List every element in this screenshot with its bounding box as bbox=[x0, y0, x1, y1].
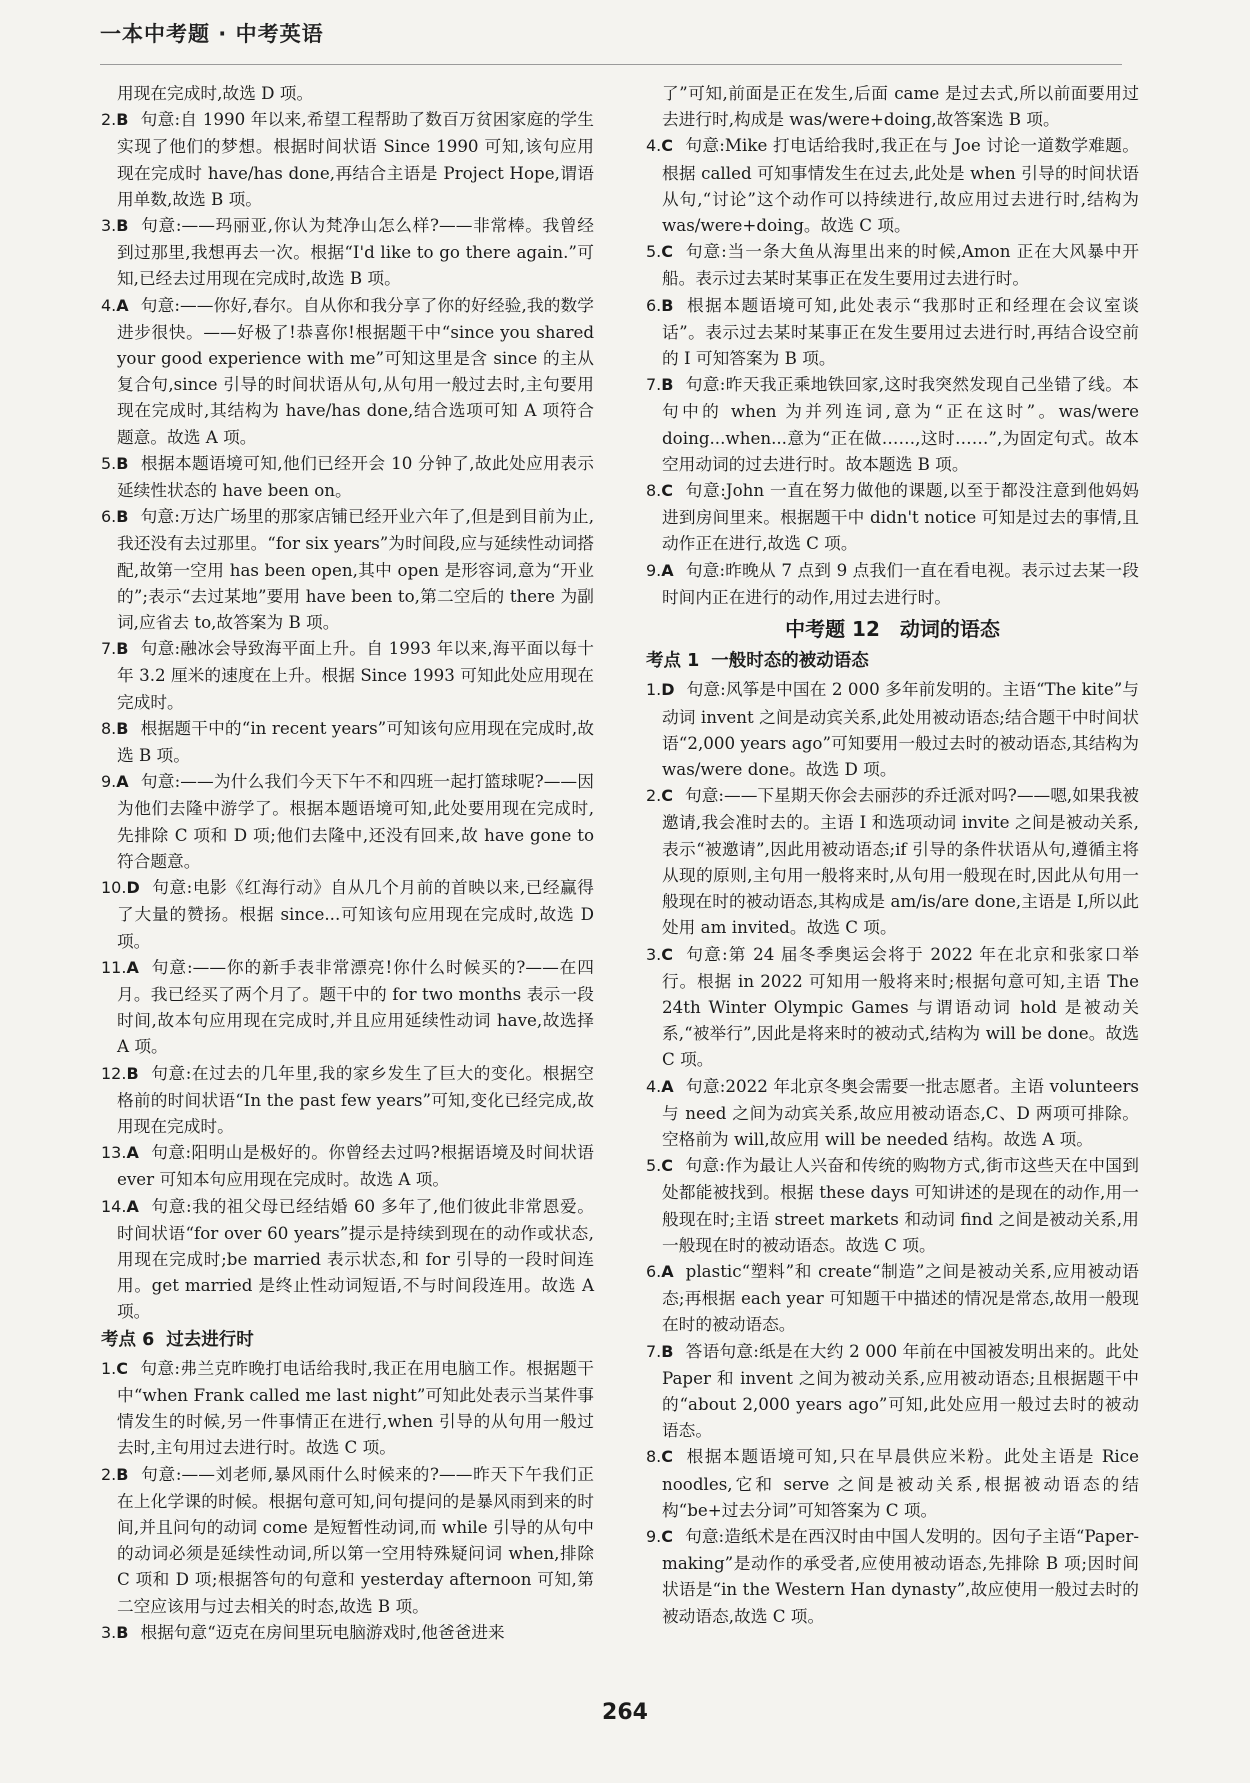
answer-letter: C bbox=[661, 944, 674, 964]
answer-list-past-progressive bbox=[101, 1355, 594, 1646]
answer-letter: B bbox=[661, 295, 674, 315]
explanation-text: 根据题干中的“in recent years”可知该句应用现在完成时,故选 B 项。 bbox=[117, 717, 594, 766]
answer-letter: B bbox=[116, 639, 129, 659]
answer-item bbox=[646, 1523, 1139, 1629]
explanation-text: 句意:——下星期天你会去丽莎的乔迁派对吗?——嗯,如果我被邀请,我会准时去的。主语 I 和选项动词 invite 之间是被动关系,表示“被邀请”,因此用被动语态;if 引导的条件状语从句,遵循主将从现的原则,主句用一般将来时,从句用一般现在时,因此从句用一般现在时的被动语态,其构成是 am/is/are done,主语是 I,所以此处用 am invited。故选 C 项。 bbox=[662, 785, 1139, 938]
question-number: 10. bbox=[101, 878, 127, 898]
answer-item bbox=[101, 1461, 594, 1619]
answer-item bbox=[646, 371, 1139, 477]
book-header-title: 一本中考题 · 中考英语 bbox=[100, 22, 324, 46]
answer-letter: A bbox=[661, 560, 674, 580]
answer-item bbox=[646, 1258, 1139, 1338]
question-number: 2. bbox=[646, 786, 662, 806]
answer-letter: B bbox=[116, 1464, 129, 1484]
answer-letter: C bbox=[661, 786, 674, 806]
answer-item bbox=[646, 477, 1139, 557]
question-number: 9. bbox=[646, 560, 662, 580]
explanation-text: 句意:弗兰克昨晚打电话给我时,我正在用电脑工作。根据题干中“when Frank called me last night”可知此处表示当某件事情发生的时候,另一件事情正在进行,when 引导的从句用一般过去时,主句用过去进行时。故选 C 项。 bbox=[117, 1357, 594, 1458]
answer-item bbox=[101, 1619, 594, 1646]
answer-item bbox=[101, 503, 594, 635]
answer-item bbox=[101, 954, 594, 1060]
question-number: 8. bbox=[646, 481, 662, 501]
question-number: 9. bbox=[646, 1526, 662, 1546]
answer-item bbox=[101, 212, 594, 292]
question-number: 3. bbox=[101, 216, 117, 236]
answer-letter: A bbox=[661, 1261, 674, 1281]
explanation-text: 句意:——为什么我们今天下午不和四班一起打篮球呢?——因为他们去隆中游学了。根据本题语境可知,此处要用现在完成时,先排除 C 项和 D 项;他们去隆中,还没有回来,故 have gone to 符合题意。 bbox=[117, 771, 594, 871]
question-number: 13. bbox=[101, 1143, 127, 1163]
question-number: 5. bbox=[101, 453, 117, 473]
explanation-text: 答语句意:纸是在大约 2 000 年前在中国被发明出来的。此处 Paper 和 invent 之间为被动关系,应用被动语态;且根据题干中的“about 2,000 years ago”可知,此处应用一般过去时的被动语态。 bbox=[662, 1340, 1139, 1441]
answer-item bbox=[646, 676, 1139, 782]
page-number: 264 bbox=[602, 1700, 648, 1725]
answer-item bbox=[101, 874, 594, 954]
explanation-text: 句意:电影《红海行动》自从几个月前的首映以来,已经赢得了大量的赞扬。根据 since...可知该句应用现在完成时,故选 D 项。 bbox=[117, 877, 594, 951]
question-number: 6. bbox=[646, 295, 662, 315]
answer-letter: B bbox=[116, 507, 129, 527]
explanation-text: 句意:融冰会导致海平面上升。自 1993 年以来,海平面以每十年 3.2 厘米的速度在上升。根据 Since 1993 可知此处应用现在完成时。 bbox=[117, 638, 594, 712]
answer-item bbox=[646, 132, 1139, 238]
section-heading-past-progressive bbox=[101, 1327, 594, 1353]
answer-letter: A bbox=[126, 1196, 139, 1216]
answer-letter: B bbox=[116, 718, 129, 738]
explanation-text: 句意:阳明山是极好的。你曾经去过吗?根据语境及时间状语 ever 可知本句应用现在完成时。故选 A 项。 bbox=[117, 1142, 594, 1190]
answer-letter: B bbox=[116, 453, 129, 473]
answer-item bbox=[646, 941, 1139, 1073]
answer-letter: D bbox=[661, 680, 675, 700]
question-number: 7. bbox=[646, 375, 662, 395]
answer-item bbox=[101, 1139, 594, 1192]
explanation-text: 句意:——你的新手表非常漂亮!你什么时候买的?——在四月。我已经买了两个月了。题干中的 for two months 表示一段时间,故本句应用现在完成时,并且应用延续性动词 have,故选择 A 项。 bbox=[117, 956, 594, 1057]
answer-letter: A bbox=[126, 1143, 139, 1163]
explanation-text: 根据本题语境可知,只在早晨供应米粉。此处主语是 Rice noodles,它和 serve 之间是被动关系,根据被动语态的结构“be+过去分词”可知答案为 C 项。 bbox=[662, 1446, 1139, 1520]
question-number: 4. bbox=[646, 136, 662, 156]
question-number: 2. bbox=[101, 1464, 117, 1484]
continued-text: 了”可知,前面是正在发生,后面 came 是过去式,所以前面要用过去进行时,构成是 was/were+doing,故答案选 B 项。 bbox=[662, 83, 1139, 130]
question-number: 2. bbox=[101, 110, 117, 130]
answer-item bbox=[646, 557, 1139, 610]
question-number: 3. bbox=[646, 944, 662, 964]
answer-item bbox=[101, 768, 594, 874]
answer-item bbox=[101, 715, 594, 768]
answer-item bbox=[646, 292, 1139, 372]
right-column bbox=[646, 80, 1139, 1629]
answer-letter: B bbox=[661, 1341, 674, 1361]
question-number: 7. bbox=[646, 1341, 662, 1361]
answer-list-present-perfect bbox=[101, 106, 594, 1324]
answer-list-passive bbox=[646, 676, 1139, 1628]
question-number: 1. bbox=[101, 1358, 117, 1378]
explanation-text: 句意:万达广场里的那家店铺已经开业六年了,但是到目前为止,我还没有去过那里。“for six years”为时间段,应与延续性动词搭配,故第一空用 has been open,其中 open 是形容词,意为“开业的”;表示“去过某地”要用 have been to,第二空后的 there 为副词,应省去 to,故答案为 B 项。 bbox=[117, 506, 594, 633]
answer-letter: C bbox=[661, 242, 674, 262]
answer-item bbox=[646, 238, 1139, 291]
question-number: 6. bbox=[646, 1261, 662, 1281]
question-number: 14. bbox=[101, 1196, 127, 1216]
section-title: 过去进行时 bbox=[166, 1329, 254, 1350]
answer-letter: C bbox=[661, 1447, 674, 1467]
question-number: 5. bbox=[646, 242, 662, 262]
explanation-text: 句意:2022 年北京冬奥会需要一批志愿者。主语 volunteers 与 need 之间为动宾关系,故应用被动语态,C、D 两项可排除。空格前为 will,故应用 will be needed 结构。故选 A 项。 bbox=[662, 1075, 1139, 1149]
answer-item bbox=[101, 1355, 594, 1461]
explanation-text: 句意:在过去的几年里,我的家乡发生了巨大的变化。根据空格前的时间状语“In the past few years”可知,变化已经完成,故用现在完成时。 bbox=[117, 1062, 594, 1136]
answer-item bbox=[646, 1443, 1139, 1523]
answer-letter: B bbox=[116, 1622, 129, 1642]
explanation-text: 句意:——玛丽亚,你认为梵净山怎么样?——非常棒。我曾经到过那里,我想再去一次。根据“I'd like to go there again.”可知,已经去过用现在完成时,故选 B 项。 bbox=[117, 215, 594, 289]
answer-letter: D bbox=[126, 878, 140, 898]
explanation-text: 句意:——刘老师,暴风雨什么时候来的?——昨天下午我们正在上化学课的时候。根据句意可知,问句提问的是暴风雨到来的时间,并且问句的动词 come 是短暂性动词,而 while 引导的从句中的动词必须是延续性动词,所以第一空用特殊疑问词 when,排除 C 项和 D 项;根据答句的句意和 yesterday afternoon 可知,第二空应该用与过去相关的时态,故选 B 项。 bbox=[117, 1463, 594, 1616]
explanation-text: plastic“塑料”和 create“制造”之间是被动关系,应用被动语态;再根据 each year 可知题干中描述的情况是常态,故用一般现在时的被动语态。 bbox=[662, 1260, 1139, 1335]
section-label: 考点 1 bbox=[646, 651, 700, 672]
answer-letter: C bbox=[661, 1156, 674, 1176]
continued-text: 用现在完成时,故选 D 项。 bbox=[117, 83, 314, 103]
explanation-text: 根据本题语境可知,他们已经开会 10 分钟了,故此处应用表示延续性状态的 have been on。 bbox=[117, 452, 594, 501]
explanation-text: 根据本题语境可知,此处表示“我那时正和经理在会议室谈话”。表示过去某时某事正在发生要用过去进行时,再结合设空前的 I 可知答案为 B 项。 bbox=[662, 294, 1139, 369]
answer-letter: B bbox=[661, 375, 674, 395]
answer-letter: A bbox=[661, 1076, 674, 1096]
answer-letter: C bbox=[661, 1526, 674, 1546]
header-divider bbox=[100, 64, 1122, 65]
question-number: 8. bbox=[646, 1447, 662, 1467]
explanation-text: 句意:昨天我正乘地铁回家,这时我突然发现自己坐错了线。本句中的 when 为并列连词,意为“正在这时”。was/were doing...when...意为“正在做……,这时……”,为固定句式。故本空用动词的过去进行时。故本题选 B 项。 bbox=[662, 374, 1139, 474]
explanation-text: 句意:——你好,春尔。自从你和我分享了你的好经验,我的数学进步很快。——好极了!恭喜你!根据题干中“since you shared your good experience with me”可知这里是含 since 的主从复合句,since 引导的时间状语从句,从句用一般过去时,主句要用现在完成时,其结构为 have/has done,结合选项可知 A 项符合题意。故选 A 项。 bbox=[117, 294, 594, 447]
topic-title: 动词的语态 bbox=[899, 617, 1000, 642]
answer-list-past-progressive-cont bbox=[646, 132, 1139, 610]
explanation-text: 句意:我的祖父母已经结婚 60 多年了,他们彼此非常恩爱。时间状语“for over 60 years”提示是持续到现在的动作或状态,用现在完成时;be married 表示状态,和 for 引导的一段时间连用。get married 是终止性动词短语,不与时间段连用。故选 A 项。 bbox=[117, 1195, 594, 1322]
section-label: 考点 6 bbox=[101, 1329, 155, 1350]
answer-item bbox=[101, 635, 594, 715]
explanation-text: 句意:自 1990 年以来,希望工程帮助了数百万贫困家庭的学生实现了他们的梦想。根据时间状语 Since 1990 可知,该句应用现在完成时 have/has done,再结合主语是 Project Hope,谓语用单数,故选 B 项。 bbox=[117, 109, 594, 209]
section-title: 一般时态的被动语态 bbox=[711, 651, 869, 672]
explanation-text: 句意:风筝是中国在 2 000 多年前发明的。主语“The kite”与动词 invent 之间是动宾关系,此处用被动语态;结合题干中时间状语“2,000 years ago”可知要用一般过去时的被动语态,其结构为 was/were done。故选 D 项。 bbox=[662, 679, 1139, 780]
question-number: 11. bbox=[101, 957, 127, 977]
explanation-text: 句意:昨晚从 7 点到 9 点我们一直在看电视。表示过去某一段时间内正在进行的动作,用过去进行时。 bbox=[662, 559, 1139, 607]
answer-item bbox=[101, 1060, 594, 1140]
question-number: 4. bbox=[101, 295, 117, 315]
answer-letter: C bbox=[661, 136, 674, 156]
answer-letter: A bbox=[116, 772, 129, 792]
left-column bbox=[101, 80, 594, 1646]
answer-letter: B bbox=[126, 1063, 139, 1083]
question-number: 8. bbox=[101, 718, 117, 738]
answer-item bbox=[646, 782, 1139, 940]
explanation-text: 根据句意“迈克在房间里玩电脑游戏时,他爸爸进来 bbox=[140, 1621, 505, 1642]
explanation-text: 句意:Mike 打电话给我时,我正在与 Joe 讨论一道数学难题。根据 called 可知事情发生在过去,此处是 when 引导的时间状语从句,“讨论”这个动作可以持续进行,故应用过去进行时,结构为 was/were+doing。故选 C 项。 bbox=[662, 135, 1139, 236]
answer-letter: C bbox=[116, 1358, 129, 1378]
question-number: 3. bbox=[101, 1622, 117, 1642]
question-number: 9. bbox=[101, 772, 117, 792]
question-number: 6. bbox=[101, 507, 117, 527]
answer-item bbox=[646, 1152, 1139, 1258]
answer-letter: B bbox=[116, 110, 129, 130]
explanation-text: 句意:造纸术是在西汉时由中国人发明的。因句子主语“Paper-making”是动作的承受者,应使用被动语态,先排除 B 项;因时间状语是“in the Western Han dynasty”,故应使用一般过去时的被动语态,故选 C 项。 bbox=[662, 1525, 1139, 1626]
answer-item bbox=[101, 106, 594, 212]
question-number: 5. bbox=[646, 1156, 662, 1176]
explanation-text: 句意:当一条大鱼从海里出来的时候,Amon 正在大风暴中开船。表示过去某时某事正在发生要用过去进行时。 bbox=[662, 241, 1139, 289]
question-number: 4. bbox=[646, 1076, 662, 1096]
topic-label: 中考题 12 bbox=[785, 617, 880, 642]
answer-item bbox=[101, 1193, 594, 1325]
answer-letter: A bbox=[116, 295, 129, 315]
section-heading-passive bbox=[646, 648, 1139, 674]
question-number: 12. bbox=[101, 1063, 127, 1083]
topic-heading bbox=[646, 616, 1139, 642]
question-number: 1. bbox=[646, 680, 662, 700]
answer-item bbox=[646, 1073, 1139, 1153]
answer-item bbox=[646, 1338, 1139, 1444]
answer-item bbox=[101, 292, 594, 450]
explanation-text: 句意:作为最让人兴奋和传统的购物方式,街市这些天在中国到处都能被找到。根据 these days 可知讲述的是现在的动作,用一般现在时;主语 street markets 和动词 find 之间是被动关系,用一般现在时的被动语态。故选 C 项。 bbox=[662, 1155, 1139, 1255]
answer-letter: B bbox=[116, 216, 129, 236]
answer-letter: C bbox=[661, 481, 674, 501]
answer-item bbox=[101, 450, 594, 503]
answer-letter: A bbox=[126, 957, 139, 977]
question-number: 7. bbox=[101, 639, 117, 659]
explanation-text: 句意:第 24 届冬季奥运会将于 2022 年在北京和张家口举行。根据 in 2022 可知用一般将来时;根据句意可知,主语 The 24th Winter Olympic Games 与谓语动词 hold 是被动关系,“被举行”,因此是将来时的被动式,结构为 will be done。故选 C 项。 bbox=[662, 943, 1139, 1070]
explanation-text: 句意:John 一直在努力做他的课题,以至于都没注意到他妈妈进到房间里来。根据题干中 didn't notice 可知是过去的事情,且动作正在进行,故选 C 项。 bbox=[662, 480, 1139, 554]
